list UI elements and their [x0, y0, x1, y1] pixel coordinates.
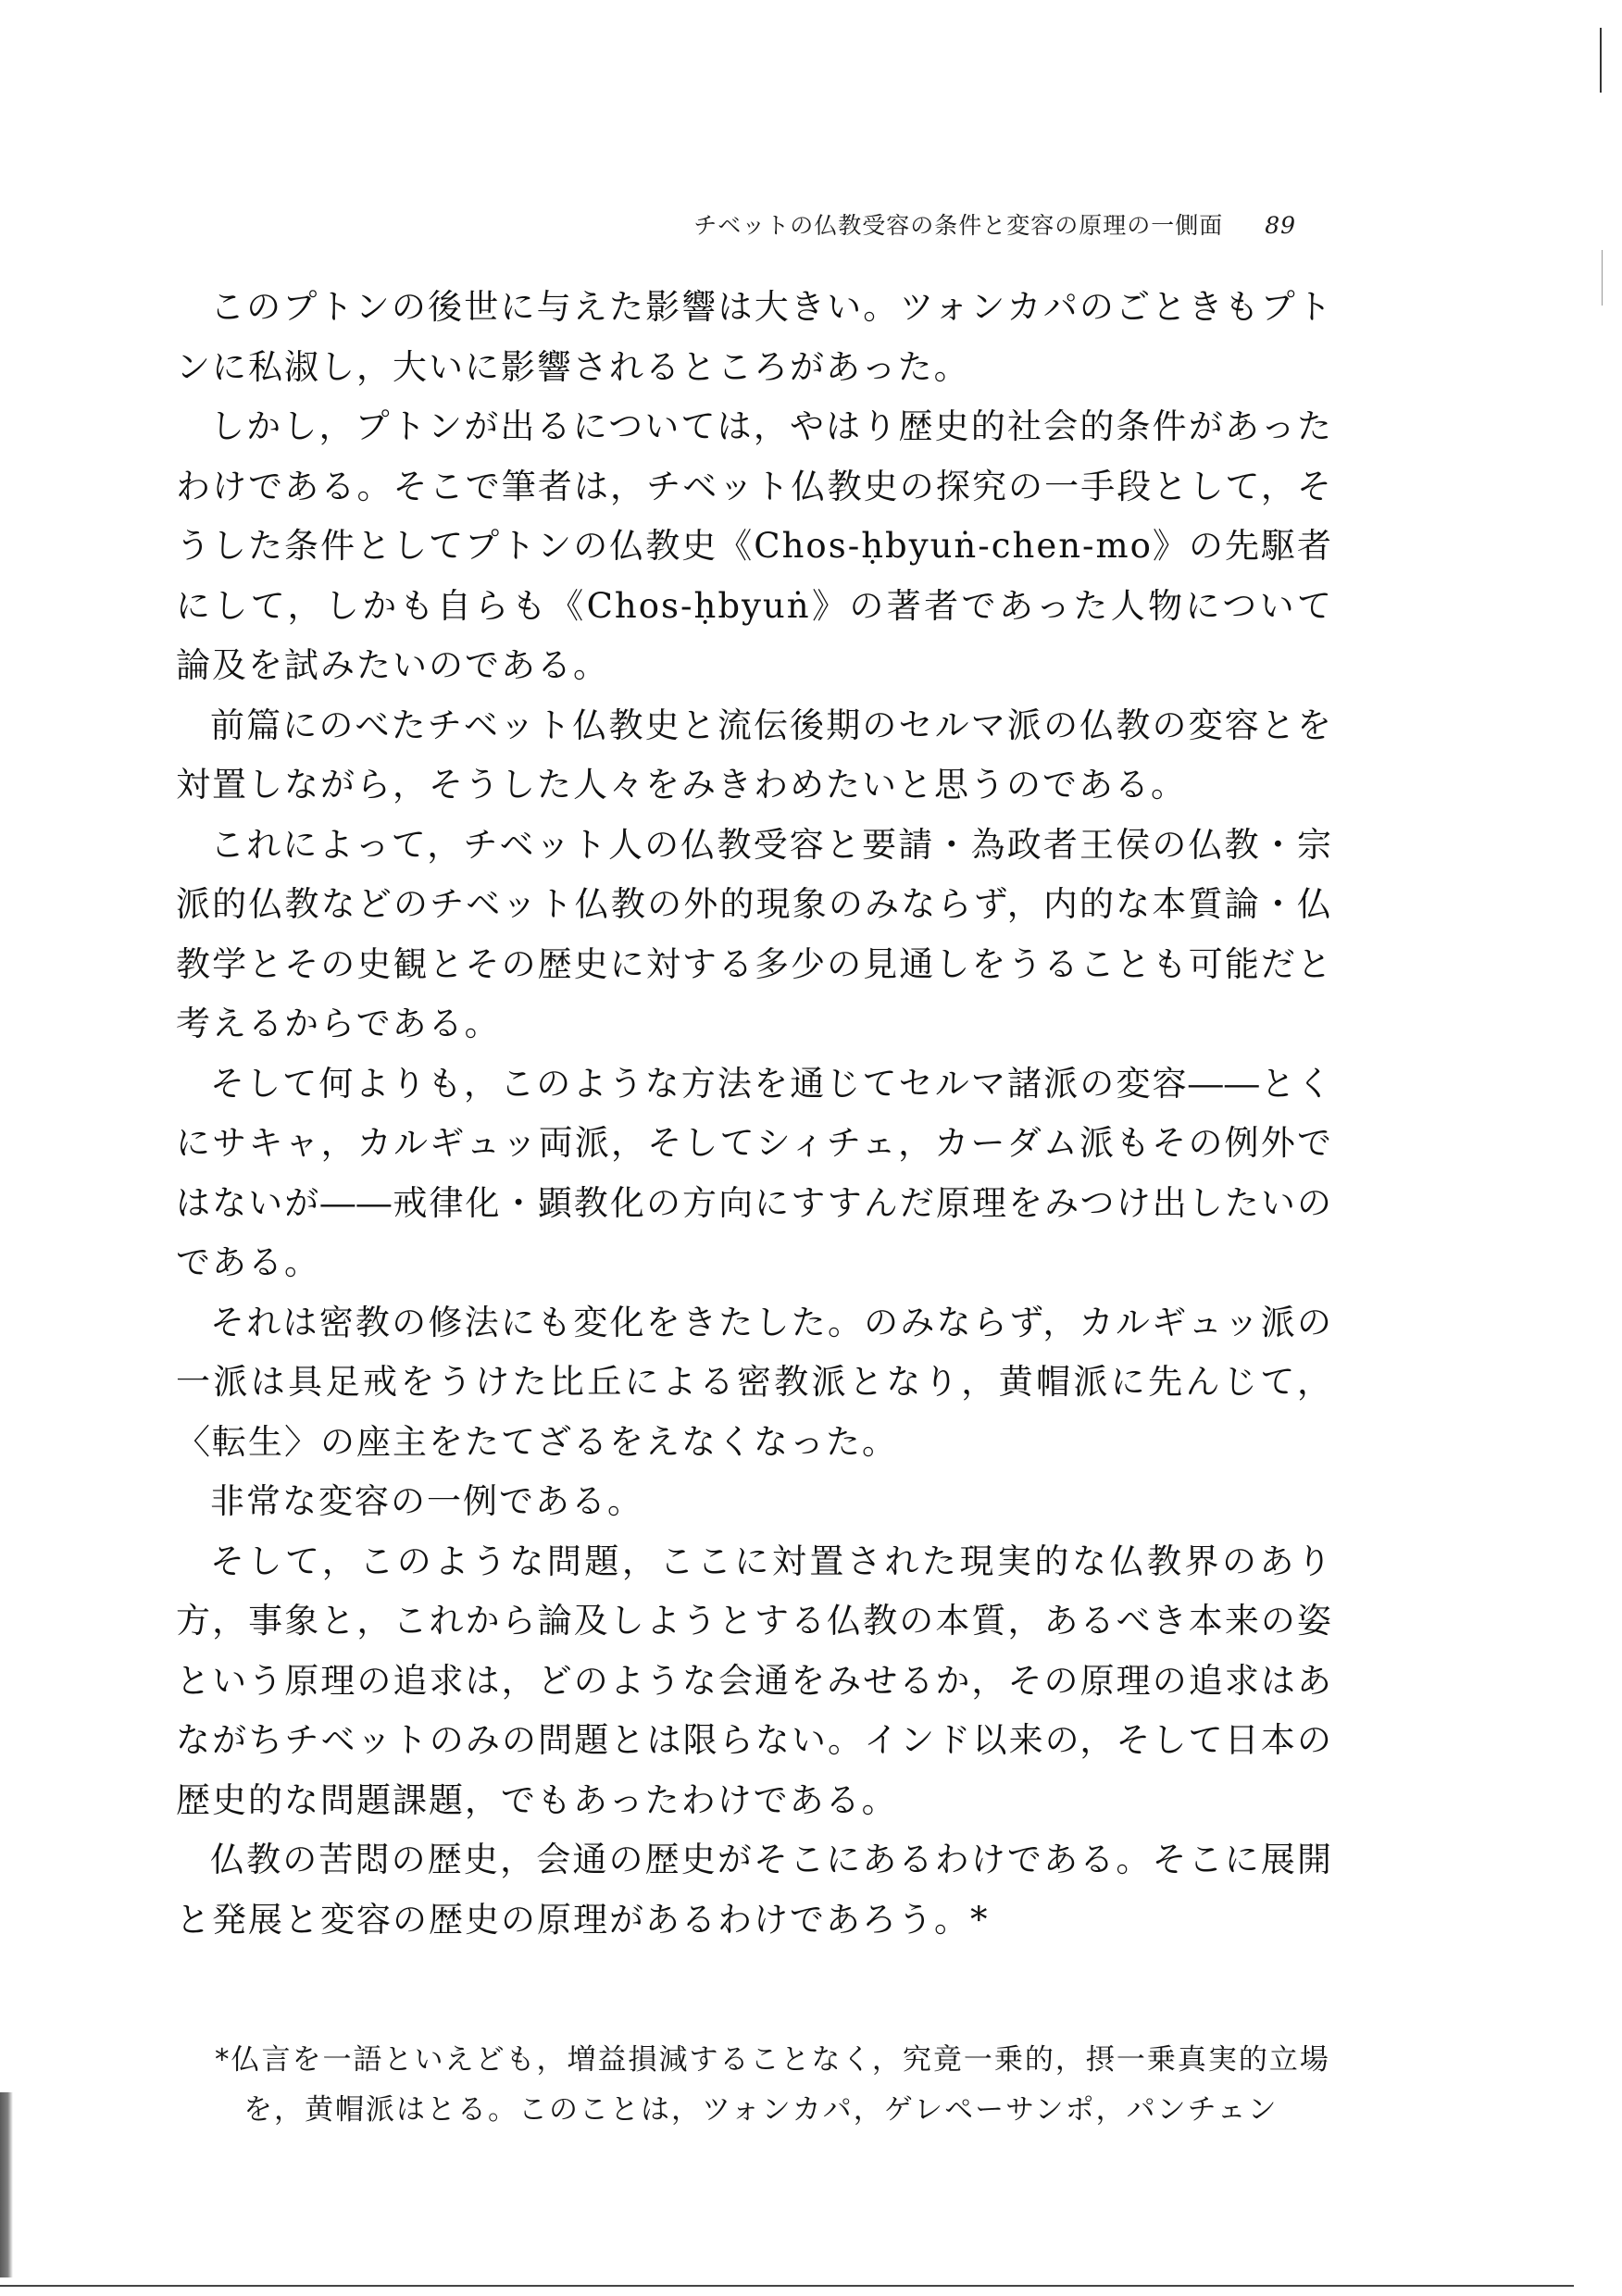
- page-edge-mark: [1600, 28, 1602, 93]
- paragraph: このプトンの後世に与えた影響は大きい。ツォンカパのごときもプトンに私淑し，大いに影響されるところがあった。: [176, 287, 1333, 387]
- scan-smudge: [0, 2092, 13, 2277]
- paragraph: これによって，チベット人の仏教受容と要請・為政者王侯の仏教・宗派的仏教などのチベット仏教の外的現象のみならず，内的な本質論・仏教学とその史観とその歴史に対する多少の見通しをうることも可能だと考えるからである。: [176, 824, 1333, 1043]
- page-edge-mark: [1602, 250, 1603, 306]
- paragraph: 仏教の苦悶の歴史，会通の歴史がそこにあるわけである。そこに展開と発展と変容の歴史の原理があるわけであろう。*: [176, 1840, 1333, 1940]
- body-text: [176, 278, 1333, 1950]
- paragraph: 前篇にのべたチベット仏教史と流伝後期のセルマ派の仏教の変容とを対置しながら，そうした人々をみきわめたいと思うのである。: [176, 705, 1333, 805]
- paragraph: そして何よりも，このような方法を通じてセルマ諸派の変容――とくにサキャ，カルギュッ両派，そしてシィチェ，カーダム派もその例外ではないが――戒律化・顕教化の方向にすすんだ原理をみつけ出したいのである。: [176, 1063, 1333, 1282]
- paragraph: そして，このような問題，ここに対置された現実的な仏教界のあり方，事象と，これから論及しようとする仏教の本質，あるべき本来の姿という原理の追求は，どのような会通をみせるか，その原理の追求はあながちチベットのみの問題とは限らない。インド以来の，そして日本の歴史的な問題課題，でもあったわけである。: [176, 1541, 1333, 1820]
- paragraph: 非常な変容の一例である。: [210, 1481, 643, 1521]
- footnote: *仏言を一語といえども，増益損減することなく，究竟一乗的，摂一乗真実的立場を，黄帽派はとる。このことは，ツォンカパ，ゲレペーサンポ，パンチェン: [215, 2043, 1330, 2127]
- paragraph: しかし，プトンが出るについては，やはり歴史的社会的条件があったわけである。そこで筆者は，チベット仏教史の探究の一手段として，そうした条件としてプトンの仏教史《Chos-ḥbyuṅ-chen-mo》の先駆者にして，しかも自らも《Chos-ḥbyuṅ》の著者であった人物について論及を試みたいのである。: [176, 406, 1333, 685]
- page-bottom-edge: [0, 2285, 1574, 2287]
- page-number: 89: [1265, 212, 1296, 239]
- running-header: [0, 207, 1296, 241]
- paragraph: それは密教の修法にも変化をきたした。のみならず，カルギュッ派の一派は具足戒をうけた比丘による密教派となり，黄帽派に先んじて，〈転生〉の座主をたてざるをえなくなった。: [176, 1302, 1333, 1462]
- running-title: チベットの仏教受容の条件と変容の原理の一側面: [693, 212, 1224, 239]
